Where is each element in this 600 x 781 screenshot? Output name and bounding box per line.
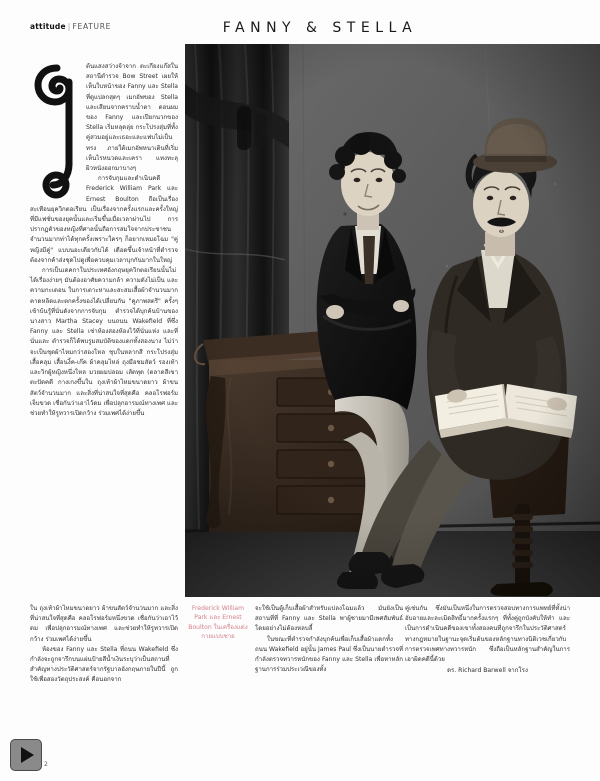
lower-column-2	[255, 604, 403, 675]
paragraph: ในขณะที่ตำรวจกำลังบุกค้นเพื่อเก็บเสื้อผ้าแดกทั้งถนน Wakefield อยู่นั้น James Paul ซึ่งเป็นนายตำรวจที่กำลังตรวจทวารหนักของ Fanny และ Stella เพื่อหาหลักฐานการร่วมประเวณีของทั้ง	[255, 635, 403, 674]
play-icon	[21, 747, 34, 763]
body-column-1	[30, 62, 178, 419]
paragraph: ใน ถุงเท้าผ้าไหมขนาดยาว ผ้าขนสัตว์จำนวนมาก และสิ่งที่น่าสนใจที่สุดคือ คลอโรฟอร์มหนึ่งขวด เชื่อกันว่าเอาไว้ดม เพื่อปลุกอารมณ์ทางเพศ และช่วยทำให้รูทวารเปิดกว้าง ร่วมเพศได้ง่ายขึ้น	[30, 605, 178, 643]
lower-column-1	[30, 604, 178, 686]
paragraph: ห้องของ Fanny และ Stella ที่ถนน Wakefield ซึ่งกำลังจะถูกจารึกบนแผ่นป้ายสีน้ำเงินระบุว่าเป็นสถานที่สำคัญทางประวัติศาสตร์จากรัฐบาลอังกฤษภายในปีนี้ ถูกใช้เพื่อสองวัตถุประสงค์ คือนอกจาก	[30, 645, 178, 684]
paragraph-2: การจับกุมและดำเนินคดี Frederick William Park และ Ernest Boulton ถือเป็นเรื่องสะเทือนยุควิกตอเรียน เป็นเรื่องจากครั้งแรกและครั้งใหญ่ที่มีแฟชั่นของยุคนั้นและเริ่มขึ้นเมื่อเวลาผ่านไป การปรากฏตัวของหญิงที่ศาลนั้นถือการสมใจจากประชาชนจำนวนมากท่าได้ทุกครั้งเพราะใครๆ ก็อยากเหมอโฉม "คู่หญิงมีคู่" แบบนอะเดียวกับได้ เดือดขึ้นเจ้าหน้าที่ตำรวจต้องจากค้าส่งชุดไปดูเพื่อควบคุมเวลาบุกกันมากในใหญ่	[30, 175, 178, 264]
running-head-separator: |	[67, 22, 71, 31]
article-byline: ดร. Richard Barwell จากโรง	[447, 667, 528, 675]
paragraph-3: การเป็นเดคกาในประเทศอังกฤษยุควิกตอเรียนนั้นไม่ได้เรื่องง่ายๆ มันต้องอาศัยความกล้า ความดังไม่เป็น และความกะเดอน ในการเตาะหาและสะสมเสื้อผ้าจำนวนมากคาดหลิดและตกครั้งของได้เปลี่ยนกัน "คูภาพสตรี" ครั้งๆ เข้าบ้นรู้ที่นั่นดังจากการจับกุม ตำรวจได้บุกค้นบ้านของนางสาว Martha Stacey บนถนน Wakefield ที่ซึ่ง Fanny และ Stella เช่าห้องสองห้องไว้ที่นั่นแห่ง และที่นั่นและ ตำรวจก็ได้พบรูมสมบัติของแดกทั้งสองนาง ไม่ว่าจะเป็นชุดผ้าไหมกว่าสองโหล ชุบในหลากสี กระโปรงสุ่ม เสื้อคลุม เสื้อนงิ้ค-เก๊ค ผ้าคลุมไหล่ ถุงมือชมสัตว์ รองเท้าและวิกผู้หญิงหนึ่งโหล มวยผมปลอม เส้ดทุด (ตลาดสีเขาตะปัดคดี กางเกงขึ้นใน ถุงเท้าผ้าไหมขนาดยาว ผ้าขนสัตว์จำนวนมาก และสิ่งที่น่าสนใจที่สุดคือ คลอโรฟอร์มเจ็บขวด เชื่อกันว่าเอาไว้ดม เพื่อปลุกอารมณ์ทางเพศ และช่วยทำให้รูทวารเปิดกว้าง ร่วมเพศได้ง่ายขึ้น	[30, 267, 178, 417]
dropcap-spacer	[30, 62, 86, 200]
victorian-portrait-illustration	[185, 44, 600, 597]
page-title: FANNY & STELLA	[222, 20, 418, 36]
photo-caption: Frederick William Park และ Ernest Boulton ในเครื่องแต่งกายแบบชาย	[188, 605, 248, 641]
brand-label: attitude	[30, 22, 66, 31]
lower-column-3	[405, 604, 570, 676]
page-number: 2	[44, 761, 48, 768]
paragraph: คู่เช่นกัน ซึ่งมันเป็นหนึ่งในการตรวจสอบทางการแพทย์ที่ทั้งน่าอับอายและละเมิดสิทธิ์มากครั้งแรกๆ ที่ทั้งคู่ถูกบังคับให้ทำ และเป็นการดำเนินคดีของเขาทั้งสองคนที่ถูกจารึกในประวัติศาสตร์ทางกฎหมายในฐานะจุดเริ่มต้นของหลักฐานทางนิติเวชเกี่ยวกับการตรวจเพศทางทวารหนัก ซึ่งถือเป็นหลักฐานสำคัญในการเอาผิดคดีนี้ด้วย	[405, 605, 570, 664]
lower-columns	[30, 604, 570, 729]
play-button[interactable]	[10, 739, 42, 771]
paragraph-1: ต้นแสงสว่างจ้าจาก ตะเกียงแก๊สในสถานีตำรวจ Bow Street เผยให้เห็นใบหน้าของ Fanny และ Stella ที่ดูแปลกสุดๆ เมกอัพของ Stella และเสียนจากคราบน้ำตา ดอนผมของ Fanny และเปียกนวกของ Stella เริ่มหลุดลุ่ย กระโปรงสุ่มที่ทั้งคู่สวมอยู่และเธอะและแฟบไม่เป็นทรง ภายใต้เมกอัพหนาเตินที่เริ่มเห็นไรหนวดและเครา แทงทะลุผิวหนังออกมาบางๆ	[86, 63, 178, 173]
section-label: FEATURE	[72, 22, 112, 31]
paragraph: จะใช้เป็นตู้เก็บเสื้อผ้าสำหรับแปลงโฉมแล้ว มันยังเป็นสถานที่ที่ Fanny และ Stella พาผู้ชายมามีเพศสัมพันธ์โดยอย่างไม่ต้องหลบลี้	[255, 605, 403, 633]
feature-photo	[185, 44, 600, 597]
